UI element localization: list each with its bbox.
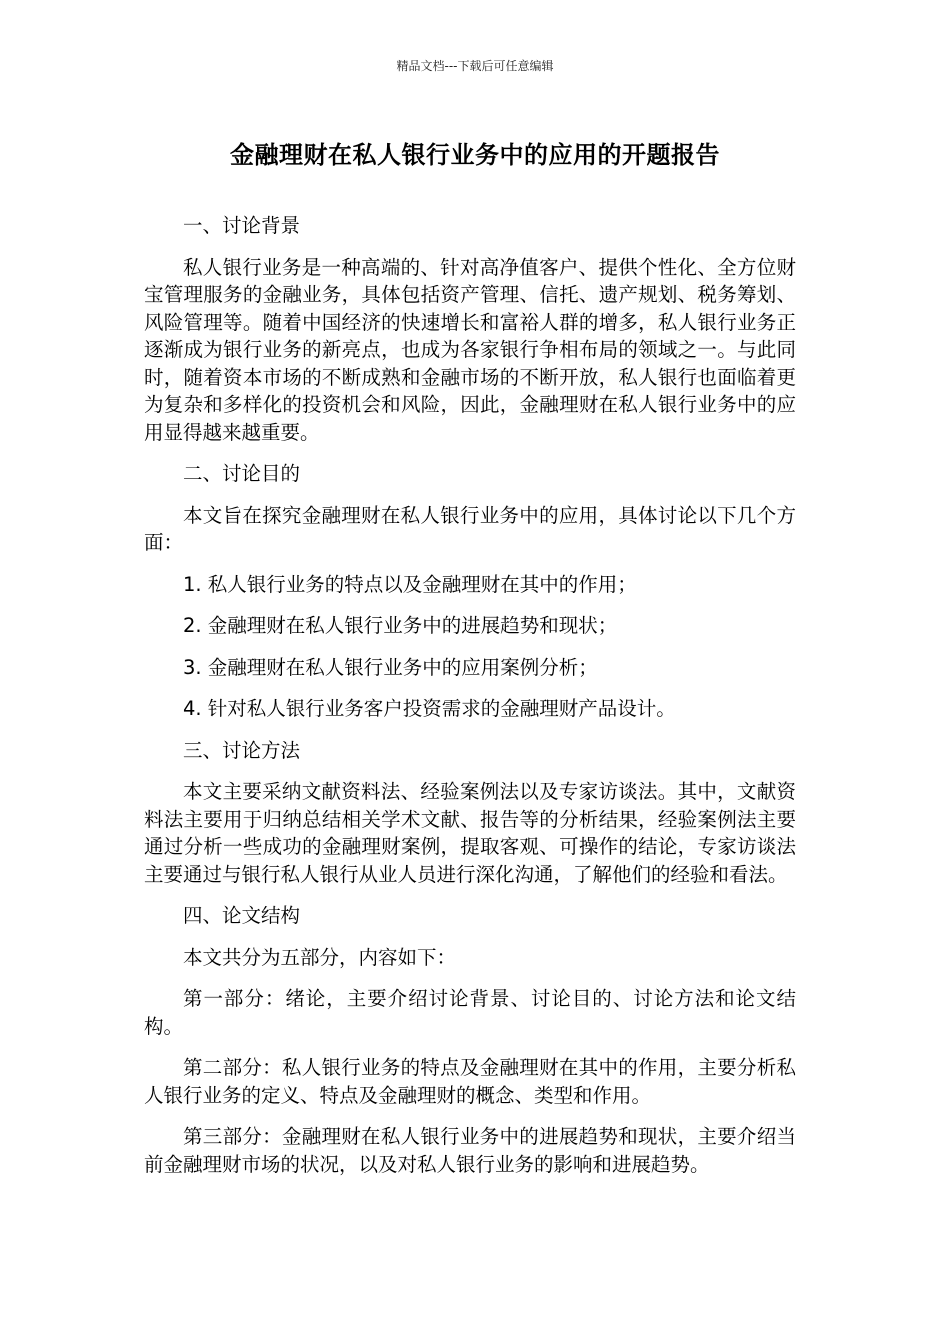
structure-part: 第二部分：私人银行业务的特点及金融理财在其中的作用，主要分析私人银行业务的定义、特点及金融理财的概念、类型和作用。 (144, 1056, 796, 1107)
section-heading-method: 三、讨论方法 (183, 738, 301, 762)
paragraph-purpose: 本文旨在探究金融理财在私人银行业务中的应用，具体讨论以下几个方面： (144, 503, 796, 554)
paragraph-structure-intro: 本文共分为五部分，内容如下： (183, 945, 457, 969)
paragraph-background: 私人银行业务是一种高端的、针对高净值客户、提供个性化、全方位财宝管理服务的金融业务，具体包括资产管理、信托、遗产规划、税务筹划、风险管理等。随着中国经济的快速增长和富裕人群的增多，私人银行业务正逐渐成为银行业务的新亮点，也成为各家银行争相布局的领域之一。与此同时，随着资本市场的不断成熟和金融市场的不断开放，私人银行也面临着更为复杂和多样化的投资机会和风险，因此，金融理财在私人银行业务中的应用显得越来越重要。 (144, 255, 796, 444)
paragraph-method: 本文主要采纳文献资料法、经验案例法以及专家访谈法。其中，文献资料法主要用于归纳总结相关学术文献、报告等的分析结果，经验案例法主要通过分析一些成功的金融理财案例，提取客观、可操作的结论，专家访谈法主要通过与银行私人银行从业人员进行深化沟通，了解他们的经验和看法。 (144, 780, 796, 886)
section-heading-background: 一、讨论背景 (183, 214, 301, 237)
list-item: 1. 私人银行业务的特点以及金融理财在其中的作用； (183, 572, 637, 596)
list-item: 4. 针对私人银行业务客户投资需求的金融理财产品设计。 (183, 697, 676, 720)
structure-part: 第一部分：绪论，主要介绍讨论背景、讨论目的、讨论方法和论文结构。 (144, 987, 796, 1038)
header-note: 精品文档---下载后可任意编辑 (396, 59, 554, 73)
list-item: 3. 金融理财在私人银行业务中的应用案例分析； (183, 655, 598, 679)
document-title: 金融理财在私人银行业务中的应用的开题报告 (230, 141, 720, 169)
structure-part: 第三部分：金融理财在私人银行业务中的进展趋势和现状，主要介绍当前金融理财市场的状况，以及对私人银行业务的影响和进展趋势。 (144, 1125, 796, 1176)
section-heading-structure: 四、论文结构 (183, 904, 301, 927)
list-item: 2. 金融理财在私人银行业务中的进展趋势和现状； (183, 614, 618, 637)
section-heading-purpose: 二、讨论目的 (183, 462, 301, 485)
document-body (144, 212, 796, 1192)
